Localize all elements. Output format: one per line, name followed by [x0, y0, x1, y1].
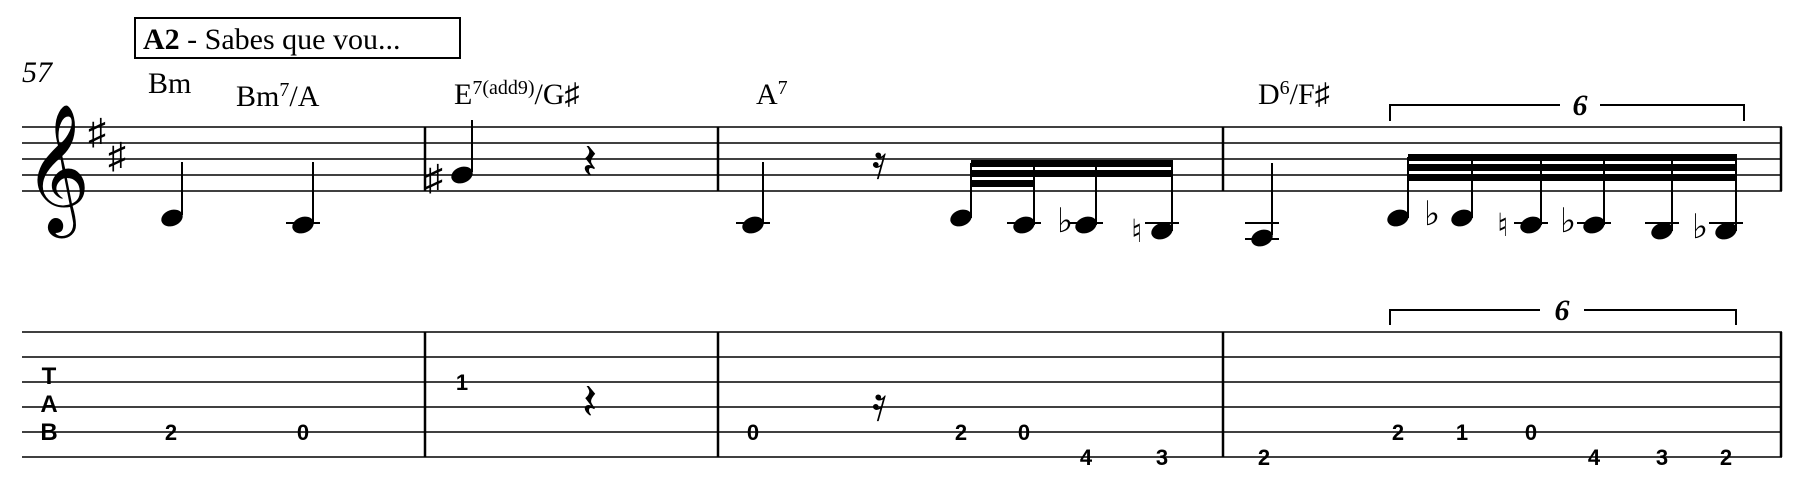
sixteenth-note-group — [948, 160, 1179, 249]
rehearsal-mark — [135, 18, 460, 58]
key-signature-sharp-c: ♯ — [108, 136, 126, 176]
tab-clef-a: A — [40, 391, 58, 418]
key-signature-sharp-f: ♯ — [88, 112, 106, 152]
tab-tuplet-number: 6 — [1554, 294, 1570, 327]
chord-symbol-bm: Bm — [148, 67, 192, 100]
tab-clef — [40, 363, 57, 446]
chord-symbol-a7: $A^7$ — [756, 77, 788, 111]
tab-staff — [22, 332, 1782, 457]
note-a3 — [286, 162, 320, 236]
tab-clef-b: B — [40, 419, 58, 446]
accidental-natural: ♮ — [1131, 213, 1143, 249]
fret-number: 0 — [1017, 420, 1031, 445]
rehearsal-letter: A2 — [143, 23, 180, 56]
tab-fret-numbers — [165, 370, 1732, 470]
tab-clef-t: T — [41, 363, 57, 390]
fret-number: 2 — [164, 420, 178, 445]
chord-symbol-e7add9-gsharp: $E^{7(add9)}/G♯$ — [454, 77, 580, 111]
fret-number: 4 — [1587, 445, 1601, 470]
tab-barlines — [425, 332, 1781, 457]
accidental-natural: ♮ — [1497, 207, 1509, 243]
note-b3 — [159, 162, 185, 229]
note-fsharp3 — [1245, 163, 1279, 249]
fret-number: 4 — [1079, 445, 1093, 470]
chord-symbol-bm7-a: Bm$^7$/A — [236, 79, 320, 113]
fret-number: 3 — [1155, 445, 1169, 470]
note-a3 — [736, 162, 770, 236]
sextuplet-bracket — [1390, 89, 1744, 122]
fret-number: 1 — [455, 370, 469, 395]
svg-text:A2 - Sabes que vou... — [143, 23, 400, 56]
fret-number: 0 — [746, 420, 760, 445]
note-gsharp4 — [449, 120, 475, 186]
accidental-flat: ♭ — [1057, 203, 1074, 240]
tab-quarter-rest-icon: 𝄽 — [582, 374, 598, 430]
fret-number: 2 — [1391, 420, 1405, 445]
accidental-sharp: ♯ — [425, 158, 443, 198]
measure-number: 57 — [22, 56, 52, 89]
quarter-rest-icon: 𝄽 — [582, 134, 598, 190]
accidental-flat: ♭ — [1560, 203, 1577, 240]
chord-symbol-d6-fsharp: $D^6/F♯$ — [1258, 77, 1330, 111]
fret-number: 2 — [1257, 445, 1271, 470]
fret-number: 2 — [954, 420, 968, 445]
tab-sextuplet-bracket — [1390, 294, 1736, 327]
accidental-flat: ♭ — [1692, 209, 1709, 246]
sextuplet-note-group — [1385, 154, 1743, 246]
fret-number: 2 — [1719, 445, 1733, 470]
sixteenth-rest-icon: 𝄿 — [872, 136, 887, 189]
rehearsal-text: - Sabes que vou... — [179, 23, 401, 56]
fret-number: 1 — [1455, 420, 1469, 445]
tab-sixteenth-rest-icon: 𝄿 — [872, 378, 887, 431]
fret-number: 3 — [1655, 445, 1669, 470]
accidental-flat: ♭ — [1424, 196, 1441, 233]
treble-clef-icon: 𝄞 — [24, 107, 91, 231]
fret-number: 0 — [296, 420, 310, 445]
tuplet-number: 6 — [1572, 89, 1588, 122]
fret-number: 0 — [1524, 420, 1538, 445]
